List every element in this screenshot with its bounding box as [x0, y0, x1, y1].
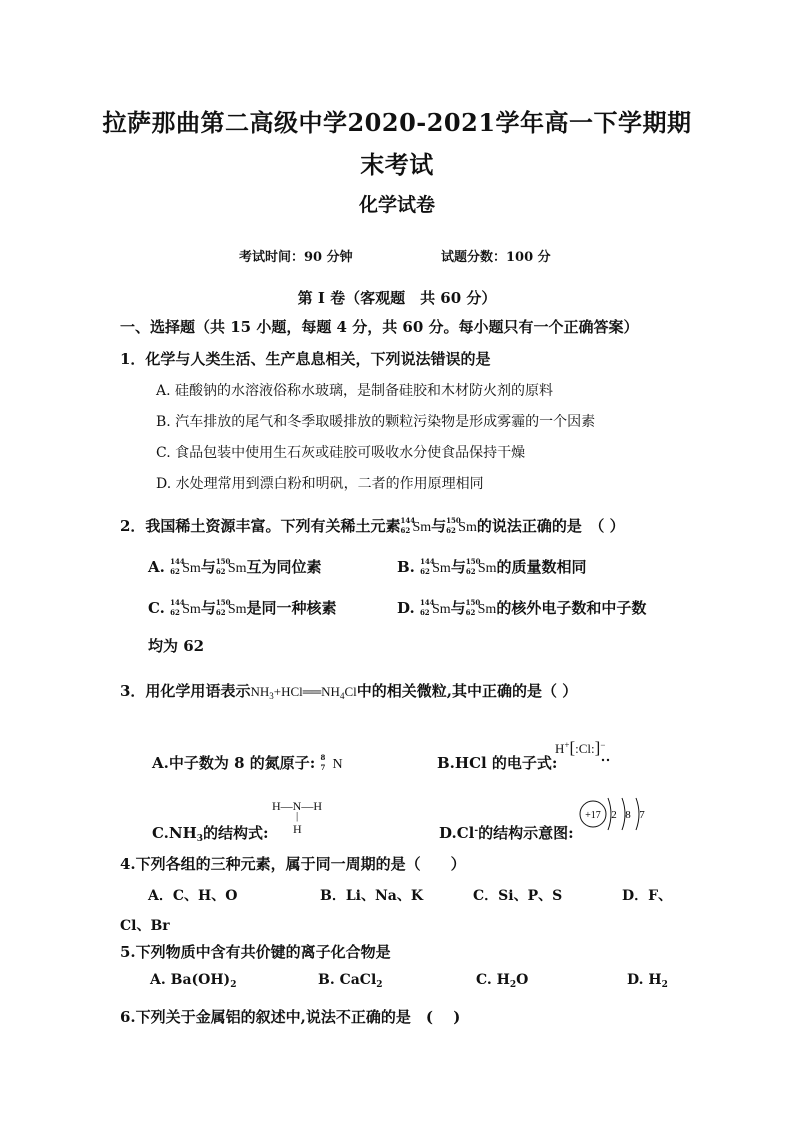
q4-option-b: B．Li、Na、K: [320, 888, 424, 904]
q2-option-c: C. 144 62 Sm与 150 62 Sm是同一种核素: [148, 598, 337, 617]
q3-option-a: A.中子数为 8 的氮原子: 8 7 N: [152, 753, 343, 772]
section-heading: 第 I 卷（客观题 共 60 分）: [297, 289, 497, 307]
q1-option-c: C. 食品包装中使用生石灰或硅胶可吸收水分使食品保持干燥: [156, 445, 526, 461]
q5-option-a: A. $Ba(OH)_2$: [150, 972, 237, 990]
q2-option-d-continued: 均为 62: [148, 637, 205, 655]
q2-option-b: B. 144 62 Sm与 150 62 Sm的质量数相同: [397, 557, 587, 576]
total-score: 试题分数：100 分: [441, 250, 551, 265]
cl-ion-structure-diagram: [576, 794, 648, 840]
q5-stem: 5.下列物质中含有共价键的离子化合物是: [120, 943, 391, 961]
exam-title-line2: 末考试: [360, 150, 434, 179]
q1-option-a: A. 硅酸钠的水溶液俗称水玻璃，是制备硅胶和木材防火剂的原料: [156, 383, 554, 399]
q5-option-b: B. CaCl$_2$: [318, 972, 383, 990]
equation: $NH_3+HCl══NH_4Cl$: [250, 684, 357, 701]
q1-option-b: B. 汽车排放的尾气和冬季取暖排放的颗粒污染物是形成雾霾的一个因素: [156, 414, 596, 430]
q6-stem: 6.下列关于金属铝的叙述中,说法不正确的是 ( ): [120, 1008, 461, 1026]
q2-stem-prefix: 2．我国稀土资源丰富。下列有关稀土元素: [120, 517, 401, 535]
q2-option-d: D. 144 62 Sm与 150 62 Sm的核外电子数和中子数: [397, 598, 647, 617]
q4-option-d-continued: Cl、Br: [120, 918, 170, 934]
q5-option-d: D. $H_2$: [627, 972, 668, 990]
q4-stem: 4.下列各组的三种元素，属于同一周期的是（ ）: [120, 855, 466, 873]
q1-option-d: D. 水处理常用到漂白粉和明矾，二者的作用原理相同: [156, 476, 484, 492]
shell-1-electrons: 2: [611, 809, 617, 821]
lewis-dots: [595, 756, 625, 766]
hcl-electron-formula: H+[:Cl:]−: [555, 738, 606, 757]
exam-title-line1: 拉萨那曲第二高级中学2020-2021学年高一下学期期: [102, 108, 692, 137]
exam-subject: 化学试卷: [358, 194, 435, 216]
nh3-structure-bond: |: [296, 810, 299, 822]
shell-3-electrons: 7: [639, 809, 645, 821]
q2-option-a: A. 144 62 Sm与 150 62 Sm互为同位素: [148, 557, 322, 576]
q3-option-d: D.Cl-的结构示意图:: [439, 824, 574, 842]
exam-time: 考试时间：90 分钟: [239, 250, 353, 265]
nh3-structure-bottom: H: [293, 822, 302, 836]
isotope-sm144: 144 62: [400, 516, 416, 535]
q4-option-a: A．C、H、O: [148, 888, 238, 904]
isotope-sm150: 150 62: [446, 516, 461, 535]
section-instruction: 一、选择题（共 15 小题，每题 4 分，共 60 分。每小题只有一个正确答案）: [120, 318, 639, 336]
nh3-structure-top: H—N—H: [272, 799, 322, 813]
q3-stem: 3．用化学用语表示$NH_3+HCl══NH_4Cl$中的相关微粒,其中正确的是（ ）: [120, 682, 578, 701]
q4-option-c: C．Si、P、S: [473, 888, 563, 904]
nucleus-charge: +17: [585, 810, 601, 821]
q4-option-d: D．F、: [622, 888, 673, 904]
shell-2-electrons: 8: [625, 809, 631, 821]
q2-stem: 2．我国稀土资源丰富。下列有关稀土元素 144 62 Sm与 150 62 Sm的说法正确的是 （ ）: [120, 516, 625, 535]
nitrogen-15-notation: 8 7: [320, 753, 326, 772]
q1-stem: 1．化学与人类生活、生产息息相关，下列说法错误的是: [120, 350, 491, 368]
q3-option-c: $C.NH_3$的结构式:: [152, 824, 269, 844]
q5-option-c: C. $H_2O$: [476, 972, 529, 990]
q3-option-b: B.HCl 的电子式:: [437, 754, 558, 772]
